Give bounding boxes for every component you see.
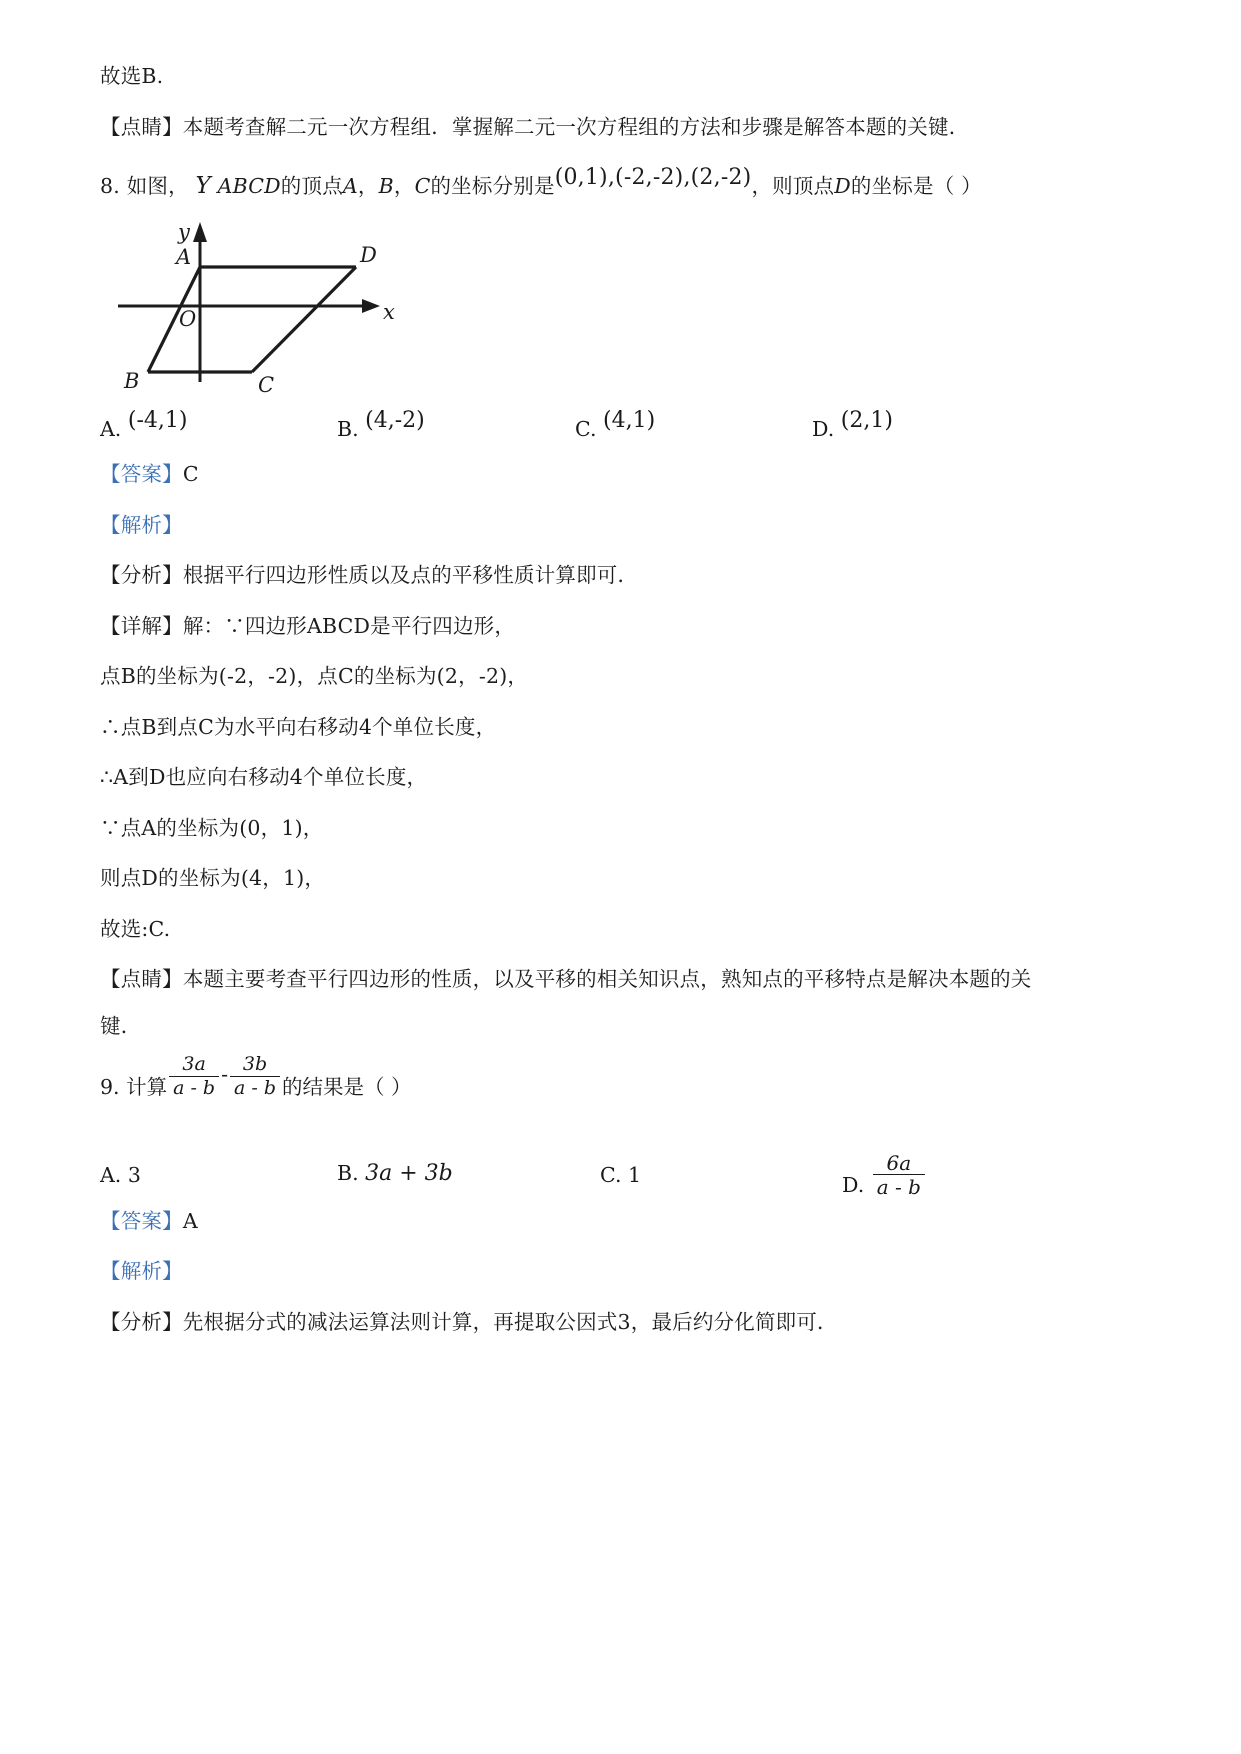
fraction-2-denominator: a - b bbox=[230, 1076, 280, 1099]
question-9-operator: - bbox=[221, 1062, 229, 1087]
question-8-option-c[interactable] bbox=[575, 408, 655, 441]
option-d-label: D. bbox=[812, 417, 835, 442]
q9-option-c-label: C. bbox=[600, 1162, 622, 1187]
q9-option-d-label: D. bbox=[842, 1172, 865, 1197]
coordinate-plane-diagram bbox=[100, 212, 430, 408]
y-axis-label: y bbox=[178, 220, 190, 245]
question-8-options bbox=[100, 408, 1148, 464]
answer-tag: 【答案】 bbox=[100, 462, 183, 487]
question-9-fraction-2 bbox=[230, 1054, 280, 1099]
q9-option-b-value: 3a + 3b bbox=[365, 1160, 453, 1186]
option-a-value: (-4,1) bbox=[127, 408, 188, 434]
question-8-answer bbox=[100, 464, 1148, 485]
fraction-2-numerator: 3b bbox=[242, 1053, 268, 1076]
question-8-quad-name: ABCD bbox=[217, 174, 281, 199]
point-label-D: D bbox=[360, 243, 377, 268]
question-8-detail-line-3: ∴点B到点C为水平向右移动4个单位长度， bbox=[100, 714, 497, 739]
question-8-stem-part4: ，则顶点 bbox=[751, 174, 835, 199]
question-8-explain-tag: 【解析】 bbox=[100, 512, 183, 537]
page-content bbox=[100, 66, 1148, 1362]
y-axis-arrow bbox=[193, 222, 207, 242]
fraction-1-denominator: a - b bbox=[169, 1076, 219, 1099]
q9-option-d-fraction bbox=[873, 1152, 925, 1199]
question-8-sep1: ， bbox=[357, 174, 379, 199]
question-9-answer bbox=[100, 1208, 1148, 1233]
question-8-figure bbox=[100, 212, 1148, 408]
q9-analysis-tag: 【分析】 bbox=[100, 1309, 183, 1334]
previous-conclusion: 故选B. bbox=[100, 64, 164, 88]
question-8-vertex-b: B bbox=[378, 174, 394, 199]
answer-value: C bbox=[182, 462, 199, 487]
x-axis-arrow bbox=[362, 299, 380, 313]
analysis-tag: 【分析】 bbox=[100, 563, 183, 588]
q9-option-b-label: B. bbox=[337, 1160, 359, 1185]
x-axis-label: x bbox=[383, 300, 395, 325]
q9-option-a-value: 3 bbox=[127, 1162, 141, 1187]
detail-tag: 【详解】 bbox=[100, 613, 183, 638]
question-9-option-c[interactable] bbox=[600, 1163, 641, 1187]
question-8-coordinates: (0,1),(-2,-2),(2,-2) bbox=[554, 165, 752, 190]
question-9-number: 9. bbox=[100, 1075, 120, 1099]
question-9-stem-prefix: 计算 bbox=[126, 1075, 168, 1099]
option-a-label: A. bbox=[100, 417, 122, 442]
question-8-sep2: ， bbox=[393, 174, 415, 199]
question-8-option-d[interactable] bbox=[812, 408, 893, 441]
point-label-B: B bbox=[124, 369, 140, 394]
parallelogram-symbol: Y bbox=[195, 173, 211, 200]
previous-insight: 【点睛】本题考查解二元一次方程组．掌握解二元一次方程组的方法和步骤是解答本题的关键． bbox=[100, 114, 970, 139]
analysis-text: 根据平行四边形性质以及点的平移性质计算即可． bbox=[182, 563, 639, 588]
question-8-option-a[interactable] bbox=[100, 408, 187, 441]
segment-CD bbox=[252, 267, 356, 372]
question-8-detail-line-6: 则点D的坐标为(4，1)， bbox=[100, 866, 326, 891]
question-8-analysis bbox=[100, 565, 1148, 586]
option-d-value: (2,1) bbox=[840, 408, 893, 434]
question-8-detail-line-4: ∴A到D也应向右移动4个单位长度， bbox=[100, 765, 428, 790]
fraction-1-numerator: 3a bbox=[182, 1053, 206, 1076]
question-8-option-b[interactable] bbox=[337, 408, 425, 441]
question-8-insight-line-1 bbox=[100, 969, 1148, 990]
question-8-stem-part3: 的坐标分别是 bbox=[430, 174, 555, 199]
point-label-C: C bbox=[258, 373, 275, 398]
question-8-stem-part5: 的坐标是（ ） bbox=[850, 174, 982, 199]
question-8-stem-part1: 如图， bbox=[126, 174, 189, 199]
q9-answer-value: A bbox=[182, 1208, 198, 1233]
question-8-vertex-a: A bbox=[342, 174, 358, 199]
insight-text-1: 本题主要考查平行四边形的性质，以及平移的相关知识点，熟知点的平移特点是解决本题的关 bbox=[182, 967, 1032, 992]
question-9-option-b[interactable] bbox=[337, 1161, 453, 1186]
q9-answer-tag: 【答案】 bbox=[100, 1208, 183, 1233]
question-9-option-d[interactable] bbox=[842, 1150, 927, 1210]
question-9-analysis bbox=[100, 1309, 1148, 1334]
q9-option-d-denominator: a - b bbox=[873, 1174, 925, 1198]
point-label-A: A bbox=[176, 245, 192, 270]
detail-text-1: 解：∵四边形ABCD是平行四边形， bbox=[182, 613, 516, 638]
question-8-stem-part2: 的顶点 bbox=[280, 174, 343, 199]
question-8-detail-line-7: 故选:C. bbox=[100, 916, 171, 941]
option-b-value: (4,-2) bbox=[365, 408, 425, 434]
question-9-explain-tag: 【解析】 bbox=[100, 1259, 183, 1284]
question-8-detail-line-1 bbox=[100, 613, 1148, 638]
question-9-stem-suffix: 的结果是（ ） bbox=[282, 1075, 412, 1099]
question-8-insight-line-2: 键． bbox=[100, 1013, 142, 1038]
question-8-number: 8. bbox=[100, 174, 120, 199]
option-c-value: (4,1) bbox=[603, 408, 656, 434]
q9-option-d-numerator: 6a bbox=[886, 1150, 912, 1175]
question-9-options bbox=[100, 1149, 1148, 1211]
option-c-label: C. bbox=[575, 417, 597, 442]
q9-option-a-label: A. bbox=[100, 1162, 122, 1187]
origin-label: O bbox=[179, 307, 197, 332]
question-8-detail-line-2: 点B的坐标为(-2，-2)，点C的坐标为(2，-2)， bbox=[100, 664, 529, 689]
question-8-detail-line-5: ∵点A的坐标为(0，1)， bbox=[100, 815, 324, 840]
insight-tag: 【点睛】 bbox=[100, 967, 183, 992]
q9-analysis-text: 先根据分式的减法运算法则计算，再提取公因式3，最后约分化简即可． bbox=[182, 1309, 838, 1334]
question-8-stem bbox=[100, 167, 1148, 198]
question-8-vertex-c: C bbox=[414, 174, 431, 199]
option-b-label: B. bbox=[337, 417, 359, 442]
question-8-vertex-d: D bbox=[834, 174, 851, 199]
question-9-stem bbox=[100, 1053, 1148, 1111]
q9-option-c-value: 1 bbox=[628, 1162, 642, 1187]
question-9-fraction-1 bbox=[169, 1054, 219, 1099]
question-9-option-a[interactable] bbox=[100, 1163, 141, 1187]
